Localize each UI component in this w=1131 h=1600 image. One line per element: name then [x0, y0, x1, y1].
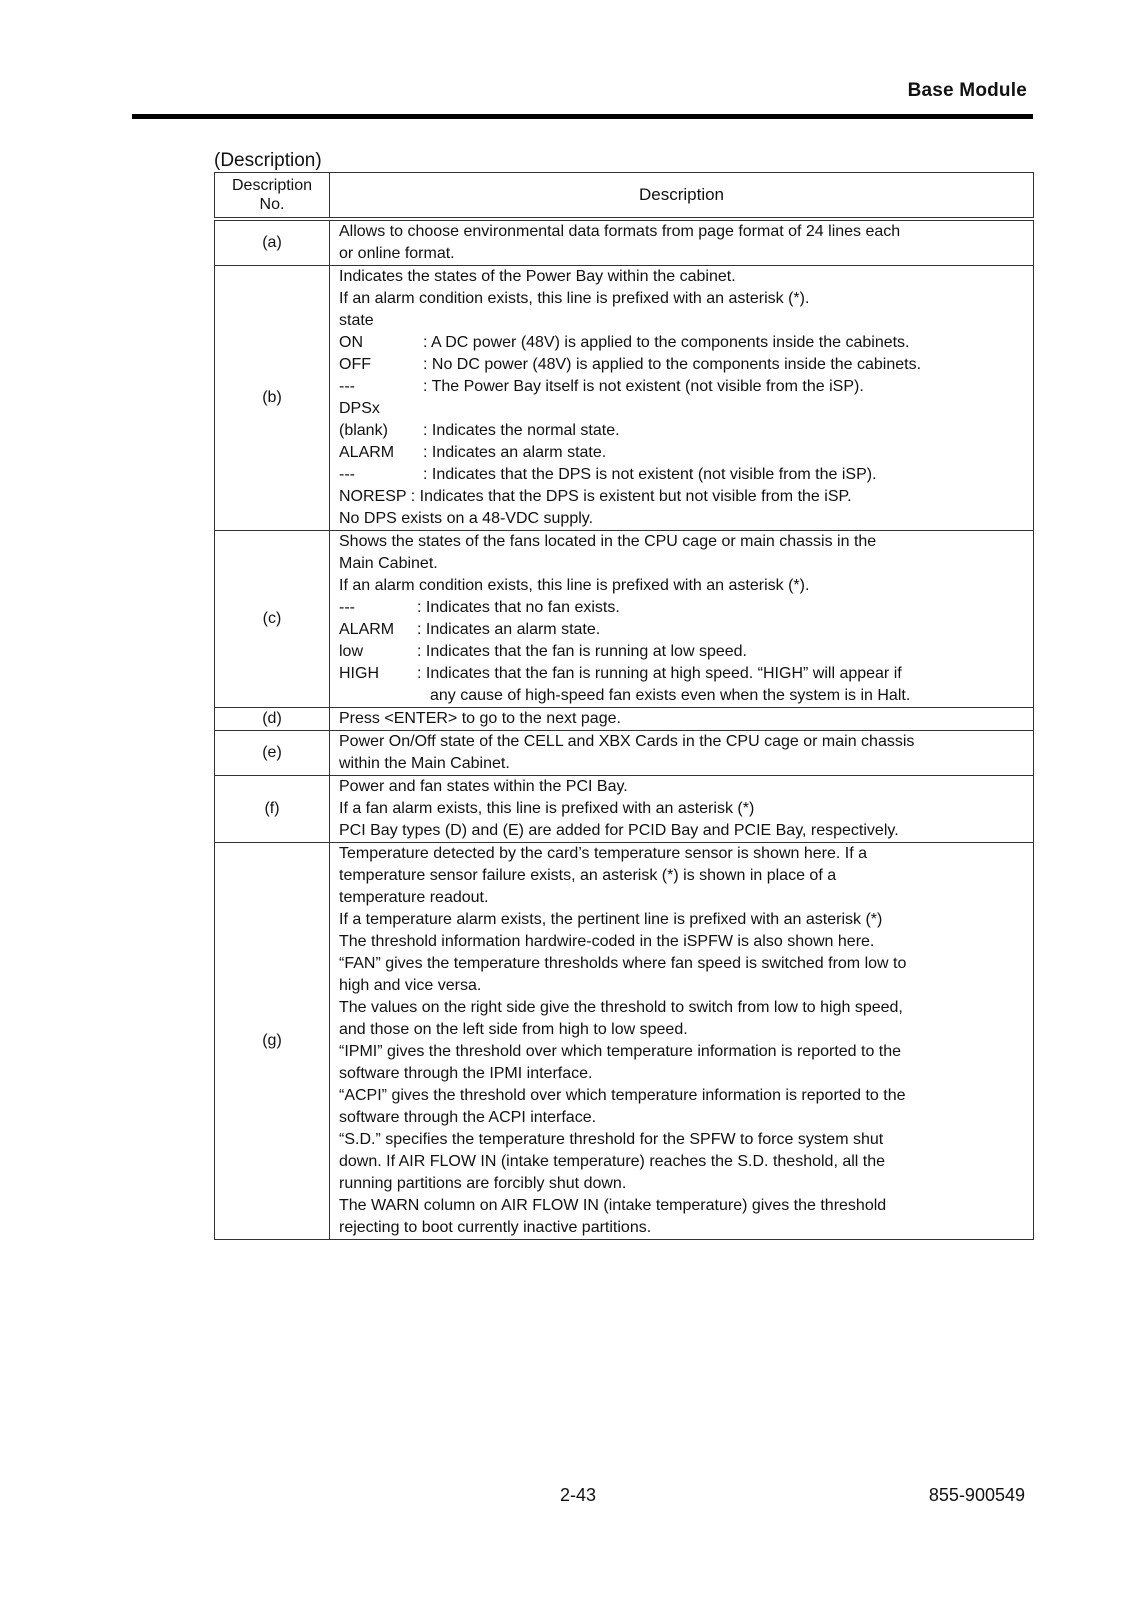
desc-line: software through the ACPI interface. — [339, 1109, 597, 1126]
desc-line: If a temperature alarm exists, the pertinent line is prefixed with an asterisk (*) — [339, 911, 883, 928]
desc-line: If an alarm condition exists, this line is prefixed with an asterisk (*). — [339, 577, 810, 594]
page-header-title: Base Module — [907, 80, 1027, 101]
state-value: : No DC power (48V) is applied to the components inside the cabinets. — [423, 356, 922, 373]
desc-line: Allows to choose environmental data formats from page format of 24 lines each — [339, 223, 901, 240]
desc-line: “S.D.” specifies the temperature threshold for the SPFW to force system shut — [339, 1131, 884, 1148]
dps-value: : Indicates the normal state. — [423, 422, 620, 439]
column-header-description-no — [215, 173, 330, 220]
row-number: (e) — [215, 731, 330, 776]
description-table — [214, 172, 1034, 1240]
desc-line: The WARN column on AIR FLOW IN (intake temperature) gives the threshold — [339, 1197, 887, 1214]
desc-line: Power and fan states within the PCI Bay. — [339, 778, 628, 795]
desc-line: “IPMI” gives the threshold over which temperature information is reported to the — [339, 1043, 902, 1060]
row-number: (b) — [215, 266, 330, 531]
desc-line: If an alarm condition exists, this line is prefixed with an asterisk (*). — [339, 290, 810, 307]
state-item — [339, 354, 1029, 376]
desc-line: within the Main Cabinet. — [339, 755, 510, 772]
state-value: : A DC power (48V) is applied to the components inside the cabinets. — [423, 334, 910, 351]
page-number: 2-43 — [560, 1485, 597, 1505]
desc-line: Shows the states of the fans located in the CPU cage or main chassis in the — [339, 533, 877, 550]
fan-state-item — [339, 619, 1029, 641]
dps-item — [339, 420, 1029, 442]
desc-line: Temperature detected by the card’s temperature sensor is shown here. If a — [339, 845, 867, 862]
fan-state-key: HIGH — [339, 665, 379, 682]
dps-key: --- — [339, 466, 355, 483]
fan-state-value: : Indicates that the fan is running at low speed. — [417, 643, 747, 660]
state-value: : The Power Bay itself is not existent (not visible from the iSP). — [423, 378, 864, 395]
state-key: OFF — [339, 356, 371, 373]
fan-state-value: : Indicates an alarm state. — [417, 621, 601, 638]
row-number: (f) — [215, 776, 330, 843]
desc-line: Power On/Off state of the CELL and XBX Cards in the CPU cage or main chassis — [339, 733, 915, 750]
desc-line: PCI Bay types (D) and (E) are added for PCID Bay and PCIE Bay, respectively. — [339, 822, 899, 839]
table-row-f — [215, 776, 1034, 843]
header-no-line1: Description — [231, 177, 313, 194]
row-description — [330, 531, 1034, 708]
table-caption: (Description) — [214, 150, 322, 171]
desc-line: Main Cabinet. — [339, 555, 438, 572]
row-description — [330, 266, 1034, 531]
desc-line: The threshold information hardwire-coded in the iSPFW is also shown here. — [339, 933, 875, 950]
header-no-line2: No. — [259, 196, 285, 213]
fan-state-key: low — [339, 643, 364, 660]
desc-line: temperature readout. — [339, 889, 489, 906]
document-number: 855-900549 — [928, 1485, 1025, 1505]
row-description — [330, 776, 1034, 843]
row-description — [330, 708, 1034, 731]
fan-state-key: --- — [339, 599, 355, 616]
desc-line: state — [339, 312, 374, 329]
fan-state-key: ALARM — [339, 621, 395, 638]
row-number: (d) — [215, 708, 330, 731]
note-line: No DPS exists on a 48-VDC supply. — [339, 510, 594, 527]
desc-line: temperature sensor failure exists, an asterisk (*) is shown in place of a — [339, 867, 837, 884]
table-row-e — [215, 731, 1034, 776]
dps-value: : Indicates that the DPS is not existent (not visible from the iSP). — [423, 466, 877, 483]
desc-line: The values on the right side give the threshold to switch from low to high speed, — [339, 999, 903, 1016]
state-key: --- — [339, 378, 355, 395]
desc-line: or online format. — [339, 245, 455, 262]
desc-line: down. If AIR FLOW IN (intake temperature) reaches the S.D. theshold, all the — [339, 1153, 886, 1170]
desc-line: Press <ENTER> to go to the next page. — [339, 710, 621, 727]
row-description — [330, 219, 1034, 266]
table-row-g — [215, 843, 1034, 1240]
desc-line: “ACPI” gives the threshold over which temperature information is reported to the — [339, 1087, 906, 1104]
table-row-d — [215, 708, 1034, 731]
table-row-a — [215, 219, 1034, 266]
desc-line: high and vice versa. — [339, 977, 482, 994]
fan-state-item — [339, 641, 1029, 663]
noresp-line: NORESP : Indicates that the DPS is existent but not visible from the iSP. — [339, 488, 852, 505]
table-row-b — [215, 266, 1034, 531]
state-item — [339, 376, 1029, 398]
header-rule — [132, 114, 1033, 119]
state-key: ON — [339, 334, 363, 351]
desc-line: rejecting to boot currently inactive partitions. — [339, 1219, 652, 1236]
desc-line: Indicates the states of the Power Bay within the cabinet. — [339, 268, 736, 285]
desc-line: If a fan alarm exists, this line is prefixed with an asterisk (*) — [339, 800, 755, 817]
table-row-c — [215, 531, 1034, 708]
row-description — [330, 731, 1034, 776]
desc-line: running partitions are forcibly shut down. — [339, 1175, 627, 1192]
fan-state-item — [339, 663, 1029, 685]
fan-state-item — [339, 597, 1029, 619]
desc-line: and those on the left side from high to low speed. — [339, 1021, 688, 1038]
table-header-row — [215, 173, 1034, 220]
dps-item — [339, 442, 1029, 464]
fan-state-continuation: any cause of high-speed fan exists even when the system is in Halt. — [430, 687, 911, 704]
row-number: (a) — [215, 219, 330, 266]
fan-state-value: : Indicates that the fan is running at high speed. “HIGH” will appear if — [417, 665, 902, 682]
dps-key: (blank) — [339, 422, 388, 439]
row-description — [330, 843, 1034, 1240]
column-header-description: Description — [330, 173, 1034, 220]
desc-line: “FAN” gives the temperature thresholds where fan speed is switched from low to — [339, 955, 907, 972]
fan-state-value: : Indicates that no fan exists. — [417, 599, 620, 616]
state-item — [339, 332, 1029, 354]
dps-key: ALARM — [339, 444, 395, 461]
row-number: (g) — [215, 843, 330, 1240]
dps-value: : Indicates an alarm state. — [423, 444, 607, 461]
desc-line: software through the IPMI interface. — [339, 1065, 593, 1082]
dps-item — [339, 464, 1029, 486]
row-number: (c) — [215, 531, 330, 708]
dps-label: DPSx — [339, 400, 380, 417]
